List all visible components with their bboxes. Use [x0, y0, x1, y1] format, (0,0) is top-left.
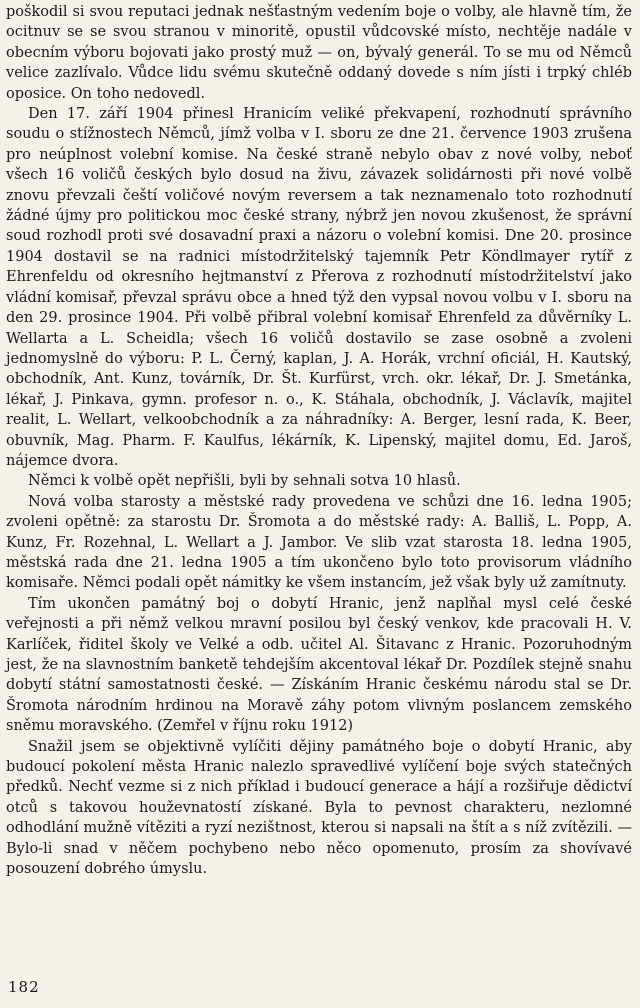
paragraph: poškodil si svou reputaci jednak nešťastným vedením boje o volby, ale hlavně tím, že ocitnuv se se svou stranou v minoritě, opustil vůdcovské místo, nechtěje nadále v obecním výboru bojovati jako prostý muž — on, bývalý generál. To se mu od Němců velice zazlívalo. Vůdce lidu svému skutečně oddaný dovede s ním jísti i trpký chléb oposice. On toho nedovedl. — [6, 4, 632, 102]
paragraph: Tím ukončen památný boj o dobytí Hranic, jenž naplňal mysl celé české veřejnosti a při němž velkou mravní posilou byl český venkov, kde pracovali H. V. Karlíček, řiditel školy ve Velké a odb. učitel Al. Šitavanc z Hranic. Pozoruhodným jest, že na slavnostním banketě tehdejším akcentoval lékař Dr. Pozdílek stejně snahu dobytí státní samostatnosti české. — Získáním Hranic českému národu stal se Dr. Šromota národním hrdinou na Moravě záhy potom vlivným poslancem zemského sněmu moravského. (Zemřel v říjnu roku 1912) — [6, 595, 632, 735]
paragraph: Den 17. září 1904 přinesl Hranicím veliké překvapení, rozhodnutí správního soudu o stížnostech Němců, jímž volba v I. sboru ze dne 21. července 1903 zrušena pro neúplnost volební komise. Na české straně nebylo obav z nové volby, neboť všech 16 voličů českých bylo dosud na živu, závazek solidárnosti při nové volbě znovu převzali čeští voličové novým reversem a tak neznamenalo toto rozhodnutí žádné újmy pro politickou moc české strany, nýbrž jen novou zkušenost, že správní soud rozhodl proti své dosavadní praxi a názoru o volební komisi. Dne 20. prosince 1904 dostavil se na radnici místodržitelský tajemník Petr Köndlmayer rytíř z Ehrenfeldu od okresního hejtmanství z Přerova z rozhodnutí místodržitelství jako vládní komisař, převzal správu obce a hned týž den vypsal novou volbu v I. sboru na den 29. prosince 1904. Při volbě přibral volební komisař Ehrenfeld za důvěrníky L. Wellarta a L. Scheidla; všech 16 voličů dostavilo se zase osobně a zvoleni jednomyslně do výboru: P. L. Černý, kaplan, J. A. Horák, vrchní oficiál, H. Kautský, obchodník, Ant. Kunz, továrník, Dr. Št. Kurfürst, vrch. okr. lékař, Dr. J. Smetánka, lékař, J. Pinkava, gymn. profesor n. o., K. Stáhala, obchodník, J. Václavík, majitel realit, L. Wellart, velkoobchodník a za náhradníky: A. Berger, lesní rada, K. Beer, obuvník, Mag. Pharm. F. Kaulfus, lékárník, K. Lipenský, majitel domu, Ed. Jaroš, nájemce dvora. — [6, 106, 632, 469]
paragraph: Snažil jsem se objektivně vylíčiti dějiny památného boje o dobytí Hranic, aby budoucí pokolení města Hranic nalezlo spravedlivé vylíčení boje svých statečných předků. Nechť vezme si z nich příklad i budoucí generace a hájí a rozšiřuje dědictví otců s takovou houževnatostí získané. Byla to pevnost charakteru, nezlomné odhodlání mužně vítěziti a ryzí nezištnost, kterou si napsali na štít a s níž zvítězili. — Bylo-li snad v něčem pochybeno nebo něco opomenuto, prosím za shovívavé posouzení dobrého úmyslu. — [6, 738, 632, 878]
page-number: 182 — [8, 978, 40, 996]
paragraph: Nová volba starosty a městské rady provedena ve schůzi dne 16. ledna 1905; zvoleni opětně: za starostu Dr. Šromota a do městské rady: A. Balliš, L. Popp, A. Kunz, Fr. Rozehnal, L. Wellart a J. Jambor. Ve slib vzat starosta 18. ledna 1905, městská rada dne 21. ledna 1905 a tím ukončeno bylo toto provisorum vládního komisaře. Němci podali opět námitky ke všem instancím, jež však byly už zamítnuty. — [6, 493, 632, 592]
body-text — [6, 2, 632, 879]
paragraph: Němci k volbě opět nepřišli, byli by sehnali sotva 10 hlasů. — [28, 473, 461, 490]
